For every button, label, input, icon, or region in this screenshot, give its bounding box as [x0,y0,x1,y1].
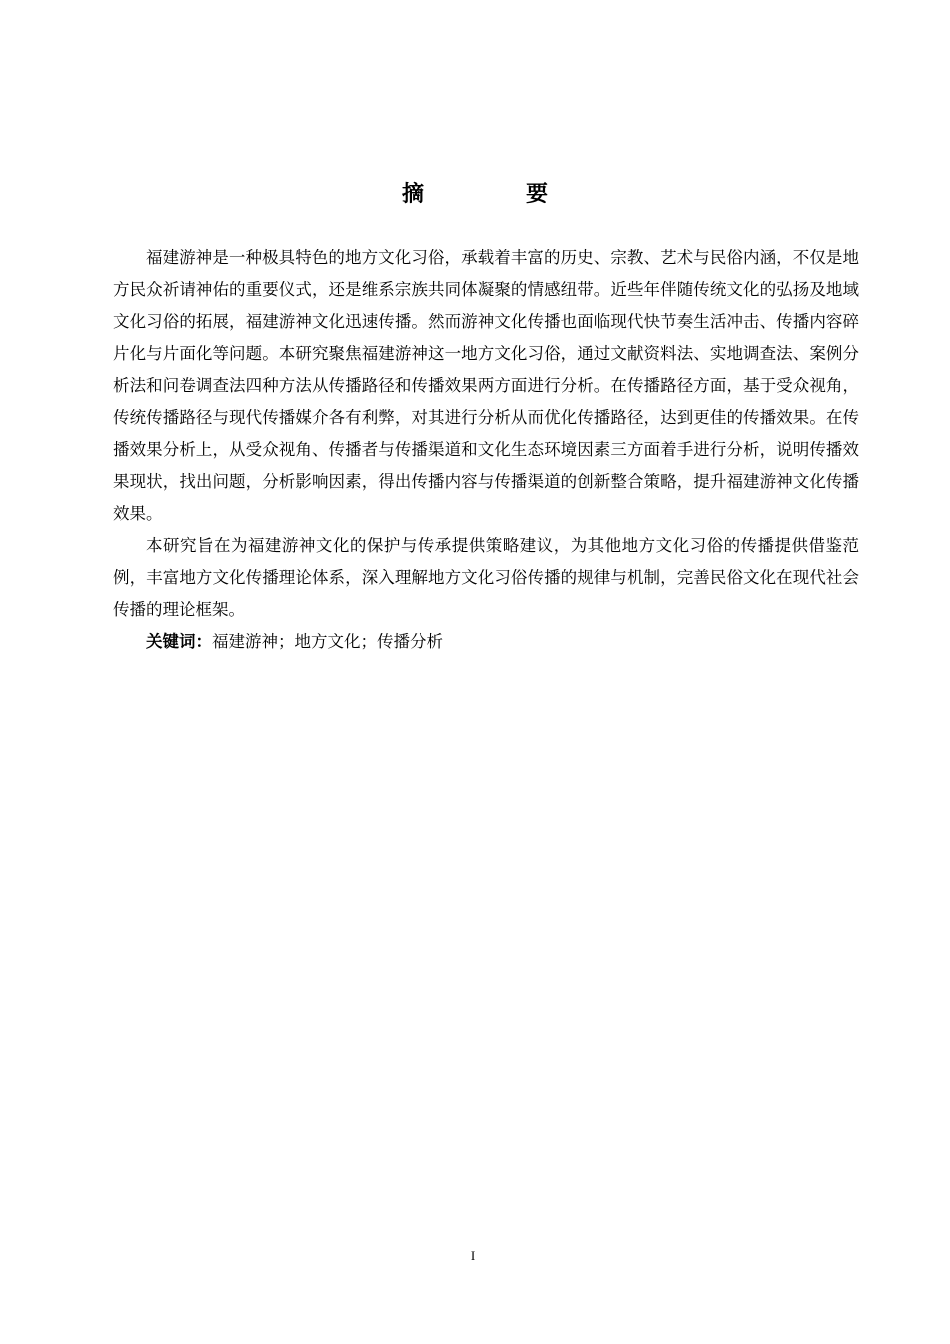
abstract-paragraph-1: 福建游神是一种极具特色的地方文化习俗，承载着丰富的历史、宗教、艺术与民俗内涵，不仅是地方民众祈请神佑的重要仪式，还是维系宗族共同体凝聚的情感纽带。近些年伴随传统文化的弘扬及地域文化习俗的拓展，福建游神文化迅速传播。然而游神文化传播也面临现代快节奏生活冲击、传播内容碎片化与片面化等问题。本研究聚焦福建游神这一地方文化习俗，通过文献资料法、实地调查法、案例分析法和问卷调查法四种方法从传播路径和传播效果两方面进行分析。在传播路径方面，基于受众视角，传统传播路径与现代传播媒介各有利弊，对其进行分析从而优化传播路径，达到更佳的传播效果。在传播效果分析上，从受众视角、传播者与传播渠道和文化生态环境因素三方面着手进行分析，说明传播效果现状，找出问题，分析影响因素，得出传播内容与传播渠道的创新整合策略，提升福建游神文化传播效果。 [113,248,859,523]
abstract-body [113,242,859,658]
keywords-value: 福建游神；地方文化；传播分析 [212,632,443,651]
page-number: I [470,1248,476,1263]
page-title: 摘 要 [401,182,588,207]
abstract-paragraph-2: 本研究旨在为福建游神文化的保护与传承提供策略建议，为其他地方文化习俗的传播提供借鉴范例，丰富地方文化传播理论体系，深入理解地方文化习俗传播的规律与机制，完善民俗文化在现代社会传播的理论框架。 [113,536,859,619]
keywords-line [113,626,859,658]
keywords-label: 关键词： [146,632,212,651]
